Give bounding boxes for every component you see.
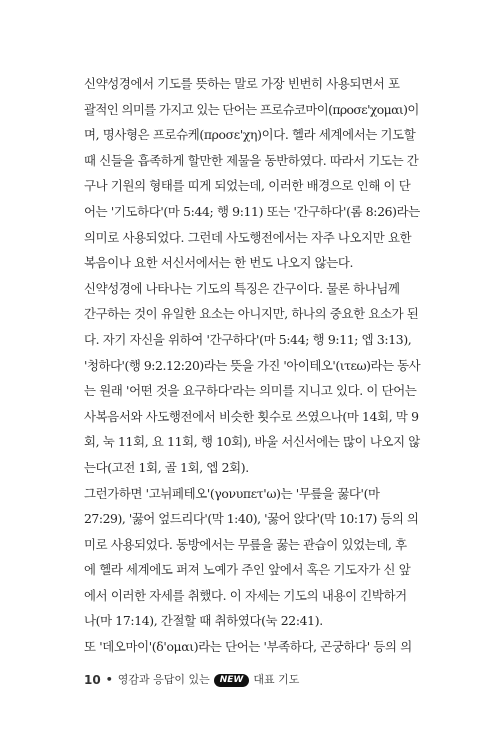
paragraph	[84, 634, 420, 660]
text-line: 는다(고전 1회, 골 1회, 엡 2회).	[84, 459, 249, 475]
book-title-prefix: 영감과 응답이 있는	[117, 673, 210, 686]
footer-bullet: •	[105, 673, 113, 686]
paragraph	[84, 71, 420, 276]
text-line: 회, 눅 11회, 요 11회, 행 10회), 바울 서신서에는 많이 나오지 않	[84, 434, 420, 450]
text-line: 27:29), '꿇어 엎드리다'(막 1:40), '꿇어 앉다'(막 10:17) 등의 의	[84, 511, 419, 527]
text-line: 복음이나 요한 서신서에서는 한 번도 나오지 않는다.	[84, 255, 354, 271]
text-line: 의미로 사용되었다. 그런데 사도행전에서는 자주 나오지만 요한	[84, 229, 412, 245]
text-line: 미로 사용되었다. 동방에서는 무릎을 꿇는 관습이 있었는데, 후	[84, 536, 407, 552]
text-line: 또 '데오마이'(δ'ομαι)라는 단어는 '부족하다, 곤궁하다' 등의 의	[84, 639, 412, 655]
text-line: 신약성경에서 기도를 뜻하는 말로 가장 빈번히 사용되면서 포	[84, 76, 400, 91]
text-line: '청하다'(행 9:2.12:20)라는 뜻을 가진 '아이테오'(ιτεω)라는 동사	[84, 357, 421, 373]
paragraph	[84, 481, 420, 635]
text-line: 에서 이러한 자세를 취했다. 이 자세는 기도의 내용이 긴박하거	[84, 587, 407, 603]
text-line: 신약성경에 나타나는 기도의 특징은 간구이다. 물론 하나님께	[84, 280, 400, 296]
text-line: 다. 자기 자신을 위하여 '간구하다'(마 5:44; 행 9:11; 엡 3:13),	[84, 331, 412, 347]
new-badge: NEW	[214, 674, 250, 687]
text-line: 는 원래 '어떤 것을 요구하다'라는 의미를 지니고 있다. 이 단어는	[84, 383, 417, 399]
page-footer	[84, 672, 299, 688]
text-line: 어는 '기도하다'(마 5:44; 행 9:11) 또는 '간구하다'(롬 8:26)라는	[84, 203, 420, 219]
text-line: 간구하는 것이 유일한 요소는 아니지만, 하나의 중요한 요소가 된	[84, 306, 419, 322]
text-line: 사복음서와 사도행전에서 비슷한 횟수로 쓰였으나(마 14회, 막 9	[84, 408, 419, 424]
text-line: 나(마 17:14), 간절할 때 취하였다(눅 22:41).	[84, 613, 323, 629]
text-line: 그런가하면 '고뉘페테오'(γονυπετ'ω)는 '무릎을 꿇다'(마	[84, 485, 380, 501]
text-line: 괄적인 의미를 가지고 있는 단어는 프로슈코마이(προσε'χομαι)이	[84, 101, 419, 117]
text-line: 며, 명사형은 프로슈케(προσε'χη)이다. 헬라 세계에서는 기도할	[84, 127, 416, 143]
text-line: 때 신들을 흡족하게 할만한 제물을 동반하였다. 따라서 기도는 간	[84, 152, 419, 168]
text-line: 에 헬라 세계에도 퍼져 노예가 주인 앞에서 혹은 기도자가 신 앞	[84, 562, 411, 578]
page-number: 10	[84, 673, 101, 687]
book-title-suffix: 대표 기도	[253, 673, 300, 686]
text-line: 구나 기원의 형태를 띠게 되었는데, 이러한 배경으로 인해 이 단	[84, 178, 411, 194]
paragraph	[84, 276, 420, 481]
body-text	[84, 71, 420, 660]
